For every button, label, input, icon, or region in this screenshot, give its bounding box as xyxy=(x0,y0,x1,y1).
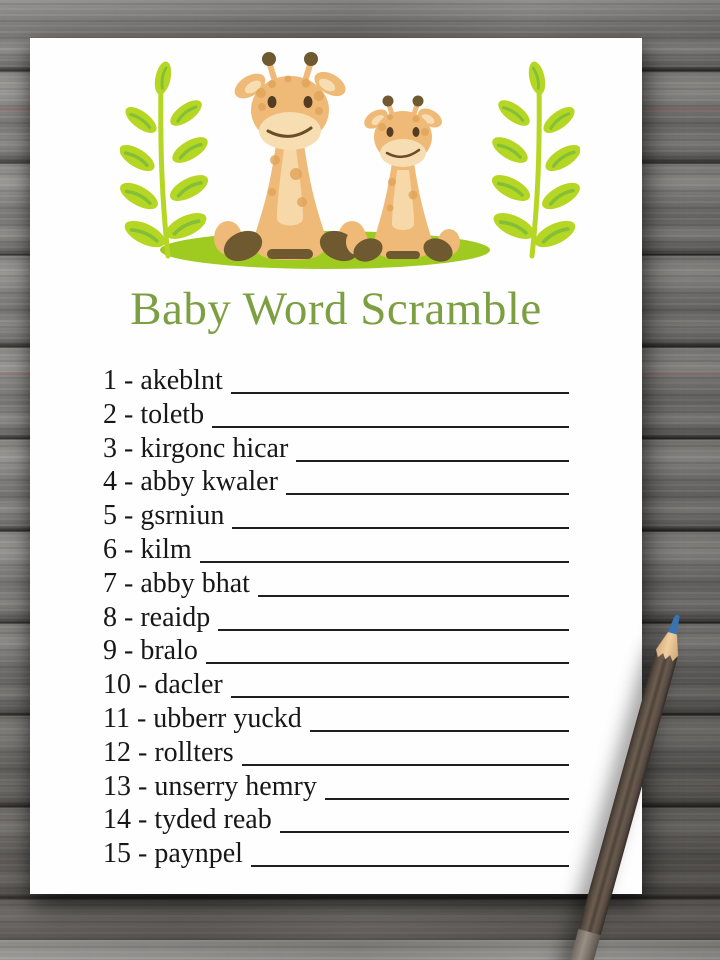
scramble-item xyxy=(103,703,569,737)
scramble-list xyxy=(103,365,569,872)
scramble-item-label: 15 - paynpel xyxy=(103,838,243,870)
answer-line xyxy=(232,527,569,529)
scramble-item-label: 3 - kirgonc hicar xyxy=(103,432,289,464)
scramble-item xyxy=(103,399,569,433)
answer-line xyxy=(280,831,569,833)
answer-line xyxy=(212,426,569,428)
scramble-item-label: 8 - reaidp xyxy=(103,601,211,633)
answer-line xyxy=(206,662,569,664)
scramble-item-label: 6 - kilm xyxy=(103,533,192,565)
fern-left-icon xyxy=(120,60,212,256)
scramble-item-label: 4 - abby kwaler xyxy=(103,466,278,498)
scramble-item-label: 7 - abby bhat xyxy=(103,567,250,599)
scramble-item xyxy=(103,804,569,838)
answer-line xyxy=(218,629,569,631)
scramble-item-label: 9 - bralo xyxy=(103,635,198,667)
answer-line xyxy=(231,392,569,394)
scramble-item xyxy=(103,669,569,703)
giraffe-mom-icon xyxy=(214,52,366,267)
answer-line xyxy=(231,696,569,698)
scramble-item xyxy=(103,635,569,669)
scramble-item-label: 1 - akeblnt xyxy=(103,365,223,396)
scramble-item-label: 14 - tyded reab xyxy=(103,804,272,836)
answer-line xyxy=(258,595,569,597)
answer-line xyxy=(296,460,569,462)
game-card xyxy=(30,38,642,894)
scramble-item xyxy=(103,500,569,534)
scramble-item xyxy=(103,365,569,399)
scramble-item xyxy=(103,433,569,467)
fern-right-icon xyxy=(488,60,580,256)
scramble-item xyxy=(103,771,569,805)
scramble-item xyxy=(103,466,569,500)
scramble-item xyxy=(103,534,569,568)
scramble-item xyxy=(103,737,569,771)
card-title: Baby Word Scramble xyxy=(130,283,542,335)
scramble-item-label: 12 - rollters xyxy=(103,736,234,768)
scramble-item xyxy=(103,568,569,602)
answer-line xyxy=(251,865,569,867)
answer-line xyxy=(200,561,569,563)
scramble-item xyxy=(103,838,569,872)
giraffe-illustration xyxy=(120,40,580,280)
scramble-item-label: 10 - dacler xyxy=(103,669,223,701)
answer-line xyxy=(286,493,569,495)
answer-line xyxy=(242,764,569,766)
scramble-item-label: 13 - unserry hemry xyxy=(103,770,317,802)
answer-line xyxy=(310,730,569,732)
scramble-item-label: 2 - toletb xyxy=(103,398,205,430)
scramble-item-label: 11 - ubberr yuckd xyxy=(103,702,302,734)
giraffe-baby-icon xyxy=(346,96,460,266)
scramble-item xyxy=(103,602,569,636)
scramble-item-label: 5 - gsrniun xyxy=(103,500,225,532)
answer-line xyxy=(325,798,569,800)
